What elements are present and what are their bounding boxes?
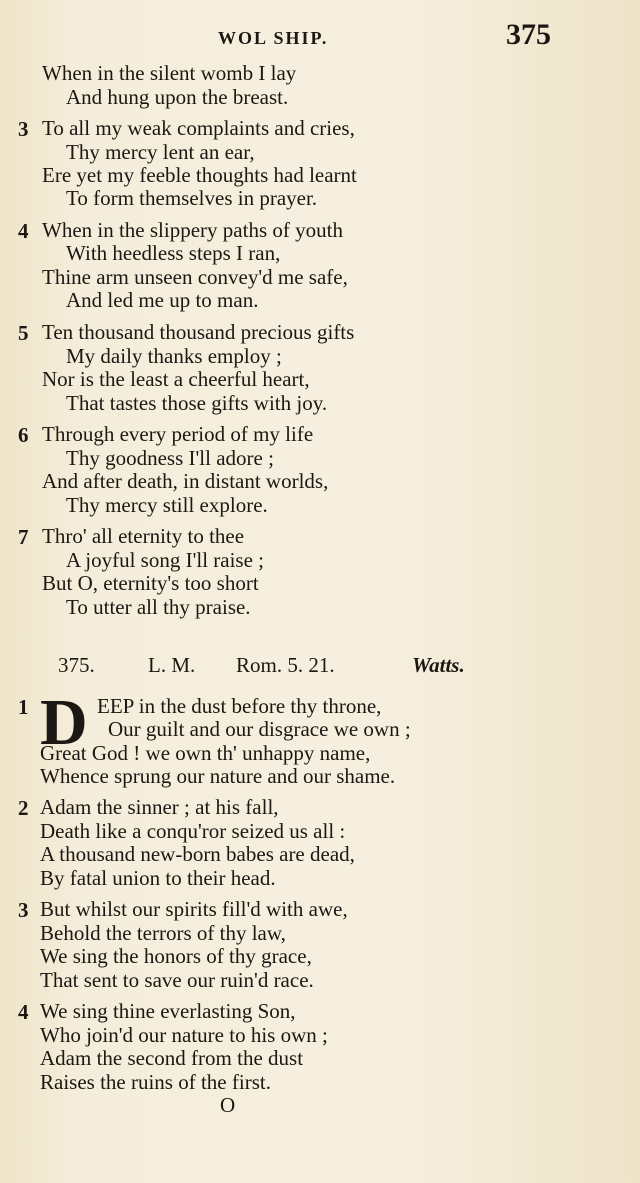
- verse-line: Nor is the least a cheerful heart,: [42, 367, 310, 391]
- verse-line: And hung upon the breast.: [66, 85, 289, 109]
- verse-line: A joyful song I'll raise ;: [66, 548, 265, 572]
- hymn-scripture: Rom. 5. 21.: [236, 653, 335, 677]
- verse-line: Ere yet my feeble thoughts had learnt: [42, 163, 357, 187]
- verse-line: By fatal union to their head.: [40, 866, 276, 890]
- verse-line: And led me up to man.: [66, 288, 259, 312]
- verse-line: That tastes those gifts with joy.: [66, 391, 328, 415]
- page-number: 375: [506, 18, 551, 51]
- verse-line: But whilst our spirits fill'd with awe,: [40, 897, 348, 921]
- signature-mark: O: [220, 1093, 236, 1117]
- verse-line: Adam the sinner ; at his fall,: [40, 795, 279, 819]
- hymn-author: Watts.: [412, 653, 465, 677]
- verse-line: But O, eternity's too short: [42, 571, 259, 595]
- drop-cap: D: [40, 686, 88, 759]
- verse-line: My daily thanks employ ;: [66, 344, 282, 368]
- verse-line: Thy mercy still explore.: [66, 493, 268, 517]
- stanza-number: 4: [18, 1000, 29, 1024]
- verse-line: Thy goodness I'll adore ;: [66, 446, 274, 470]
- verse-line: To all my weak complaints and cries,: [42, 116, 355, 140]
- verse-line: A thousand new-born babes are dead,: [40, 842, 355, 866]
- stanza-number: 5: [18, 321, 29, 345]
- verse-line: Thy mercy lent an ear,: [66, 140, 255, 164]
- verse-line: To utter all thy praise.: [66, 595, 251, 619]
- verse-line: Who join'd our nature to his own ;: [40, 1023, 328, 1047]
- hymn-number: 375.: [58, 653, 95, 677]
- verse-line: Great God ! we own th' unhappy name,: [40, 741, 371, 765]
- verse-line: Whence sprung our nature and our shame.: [40, 764, 396, 788]
- verse-line: Behold the terrors of thy law,: [40, 921, 286, 945]
- verse-line: We sing the honors of thy grace,: [40, 944, 312, 968]
- verse-line: Our guilt and our disgrace we own ;: [108, 717, 411, 741]
- verse-line: Ten thousand thousand precious gifts: [42, 320, 355, 344]
- verse-line: Adam the second from the dust: [40, 1046, 304, 1070]
- verse-line: EEP in the dust before thy throne,: [97, 694, 382, 718]
- verse-line: To form themselves in prayer.: [66, 186, 318, 210]
- running-header: WOL SHIP.: [218, 28, 329, 48]
- verse-line: With heedless steps I ran,: [66, 241, 281, 265]
- stanza-number: 6: [18, 423, 29, 447]
- verse-line: Thro' all eternity to thee: [42, 524, 245, 548]
- verse-line: And after death, in distant worlds,: [42, 469, 329, 493]
- stanza-number: 7: [18, 525, 29, 549]
- verse-line: Through every period of my life: [42, 422, 314, 446]
- stanza-number: 1: [18, 695, 29, 719]
- stanza-number: 4: [18, 219, 29, 243]
- verse-line: Death like a conqu'ror seized us all :: [40, 819, 346, 843]
- verse-line: When in the slippery paths of youth: [42, 218, 343, 242]
- verse-line: Raises the ruins of the first.: [40, 1070, 271, 1094]
- verse-line: That sent to save our ruin'd race.: [40, 968, 314, 992]
- verse-line: When in the silent womb I lay: [42, 61, 297, 85]
- stanza-number: 2: [18, 796, 29, 820]
- stanza-number: 3: [18, 898, 29, 922]
- hymn-meter: L. M.: [148, 653, 196, 677]
- stanza-number: 3: [18, 117, 29, 141]
- verse-line: We sing thine everlasting Son,: [40, 999, 296, 1023]
- verse-line: Thine arm unseen convey'd me safe,: [42, 265, 348, 289]
